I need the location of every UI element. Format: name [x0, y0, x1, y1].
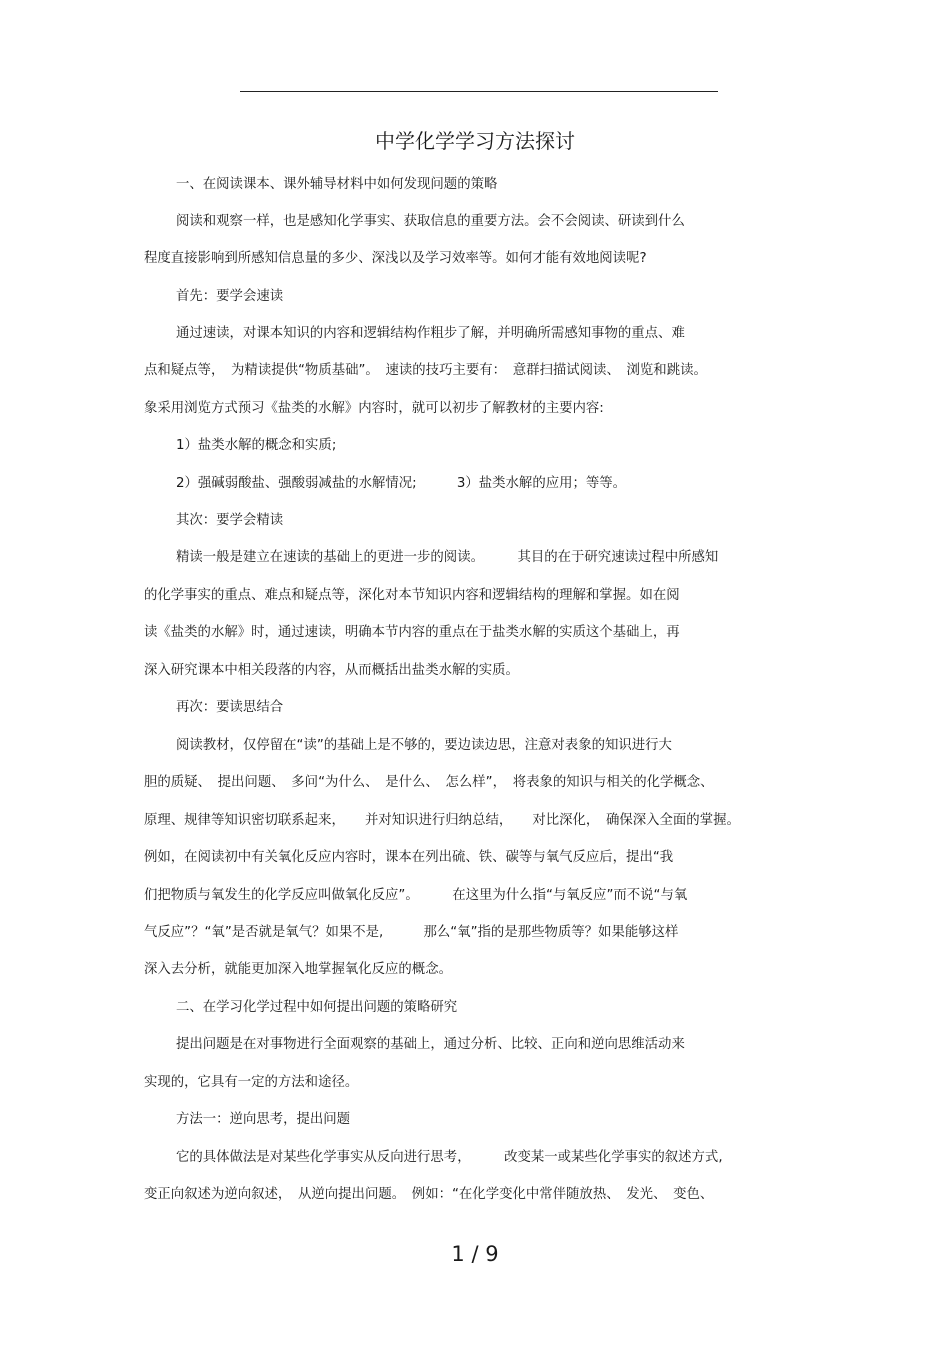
- text-line-25: 实现的，它具有一定的方法和途径。: [144, 1075, 359, 1090]
- text-line-5: 通过速读，对课本知识的内容和逻辑结构作粗步了解，并明确所需感知事物的重点、难: [176, 326, 685, 341]
- text-line-16: 阅读教材，仅停留在“读”的基础上是不够的，要边读边思，注意对表象的知识进行大: [176, 738, 672, 753]
- text-line-11: 精读一般是建立在速读的基础上的更进一步的阅读。 其目的在于研究速读过程中所感知: [176, 550, 719, 565]
- text-line-3: 程度直接影响到所感知信息量的多少、深浅以及学习效率等。如何才能有效地阅读呢?: [144, 251, 647, 266]
- text-line-19: 例如，在阅读初中有关氧化反应内容时，课本在列出硫、铁、碳等与氧气反应后，提出“我: [144, 850, 674, 865]
- text-line-23: 二、在学习化学过程中如何提出问题的策略研究: [176, 1000, 458, 1015]
- text-line-24: 提出问题是在对事物进行全面观察的基础上，通过分析、比较、正向和逆向思维活动来: [176, 1037, 685, 1052]
- text-line-26: 方法一：逆向思考，提出问题: [176, 1112, 351, 1127]
- text-line-22: 深入去分析，就能更加深入地掌握氧化反应的概念。: [144, 962, 452, 977]
- text-line-15: 再次：要读思结合: [176, 700, 284, 715]
- text-line-8: 1）盐类水解的概念和实质;: [176, 438, 337, 453]
- text-line-20: 们把物质与氧发生的化学反应叫做氧化反应”。 在这里为什么指“与氧反应”而不说“与氧: [144, 888, 688, 903]
- text-line-28: 变正向叙述为逆向叙述， 从逆向提出问题。 例如：“在化学变化中常伴随放热、 发光、 变色、: [144, 1187, 714, 1202]
- text-line-12: 的化学事实的重点、难点和疑点等，深化对本节知识内容和逻辑结构的理解和掌握。如在阅: [144, 588, 680, 603]
- header-rule: [240, 91, 718, 92]
- text-line-9: 2）强碱弱酸盐、强酸弱减盐的水解情况; 3）盐类水解的应用；等等。: [176, 476, 627, 491]
- text-line-10: 其次：要学会精读: [176, 513, 284, 528]
- text-line-13: 读《盐类的水解》时，通过速读，明确本节内容的重点在于盐类水解的实质这个基础上，再: [144, 625, 680, 640]
- text-line-4: 首先：要学会速读: [176, 289, 284, 304]
- text-line-17: 胆的质疑、 提出问题、 多问“为什么、 是什么、 怎么样”， 将表象的知识与相关的化学概念、: [144, 775, 714, 790]
- text-line-2: 阅读和观察一样，也是感知化学事实、获取信息的重要方法。会不会阅读、研读到什么: [176, 214, 685, 229]
- page-number: 1 / 9: [451, 1242, 499, 1266]
- text-line-14: 深入研究课本中相关段落的内容，从而概括出盐类水解的实质。: [144, 663, 519, 678]
- text-line-7: 象采用浏览方式预习《盐类的水解》内容时，就可以初步了解教材的主要内容:: [144, 401, 604, 416]
- text-line-21: 气反应”？“氧”是否就是氧气？如果不是, 那么“氧”指的是那些物质等？如果能够这样: [144, 925, 679, 940]
- document-title: 中学化学学习方法探讨: [375, 129, 575, 153]
- text-line-27: 它的具体做法是对某些化学事实从反向进行思考， 改变某一或某些化学事实的叙述方式,: [176, 1150, 723, 1165]
- text-line-18: 原理、规律等知识密切联系起来， 并对知识进行归纳总结， 对比深化， 确保深入全面的掌握。: [144, 813, 740, 828]
- text-line-6: 点和疑点等， 为精读提供“物质基础”。 速读的技巧主要有： 意群扫描试阅读、 浏览和跳读。: [144, 363, 707, 378]
- text-line-1: 一、在阅读课本、课外辅导材料中如何发现问题的策略: [176, 177, 498, 192]
